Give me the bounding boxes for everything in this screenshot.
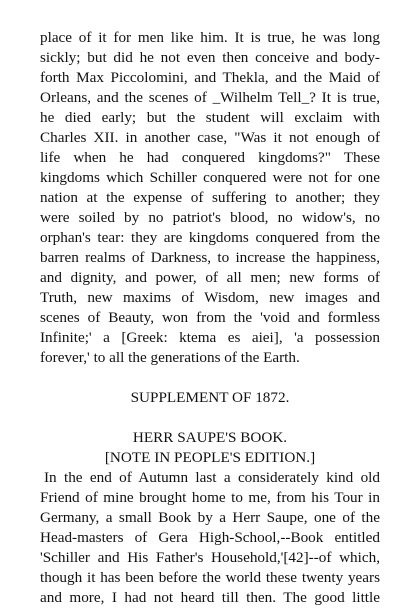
text-line: scenes of Beauty, won from the 'void and formless xyxy=(40,309,380,326)
text-line: were soiled by no patriot's blood, no widow's, no xyxy=(40,209,380,226)
text-line: 'Schiller and His Father's Household,'[42]--of which, xyxy=(40,549,380,566)
text-line: nation at the expense of suffering to another; they xyxy=(40,189,380,206)
text-line: Truth, new maxims of Wisdom, new images and xyxy=(40,289,380,306)
text-line: and dignity, and power, of all men; new forms of xyxy=(40,269,380,286)
text-line: forth Max Piccolomini, and Thekla, and the Maid of xyxy=(40,69,380,86)
text-line: In the end of Autumn last a considerately kind old xyxy=(44,469,380,486)
body-paragraph xyxy=(40,28,380,368)
supplement-heading: SUPPLEMENT OF 1872. xyxy=(130,389,290,406)
text-line: though it has been before the world these twenty years xyxy=(40,569,380,586)
text-line: Germany, a small Book by a Herr Saupe, one of the xyxy=(40,509,380,526)
text-line: and more, I had not heard till then. The good little xyxy=(40,589,380,606)
spacer xyxy=(40,408,380,428)
text-line: place of it for men like him. It is true, he was long xyxy=(40,29,380,46)
text-line: Orleans, and the scenes of _Wilhelm Tell_? It is true, xyxy=(40,89,380,106)
text-line: forever,' to all the generations of the Earth. xyxy=(40,349,300,366)
edition-note: [NOTE IN PEOPLE'S EDITION.] xyxy=(104,449,316,466)
text-line: orphan's tear: they are kingdoms conquered from the xyxy=(40,229,380,246)
text-line: sickly; but did he not even then conceive and body- xyxy=(40,49,380,66)
book-heading: HERR SAUPE'S BOOK. xyxy=(132,429,288,446)
text-line: life when he had conquered kingdoms?" These xyxy=(40,149,380,166)
text-line: kingdoms which Schiller conquered were not for one xyxy=(40,169,380,186)
text-line: Charles XII. in another case, "Was it not enough of xyxy=(40,129,380,146)
text-line: Friend of mine brought home to me, from his Tour in xyxy=(40,489,380,506)
text-line: he died early; but the student will exclaim with xyxy=(40,109,380,126)
text-line: barren realms of Darkness, to increase the happiness, xyxy=(40,249,380,266)
text-line: Infinite;' a [Greek: ktema es aiei], 'a possession xyxy=(40,329,380,346)
spacer xyxy=(40,368,380,388)
body-paragraph xyxy=(40,468,380,608)
text-line: Head-masters of Gera High-School,--Book entitled xyxy=(40,529,380,546)
document-page xyxy=(40,28,380,608)
